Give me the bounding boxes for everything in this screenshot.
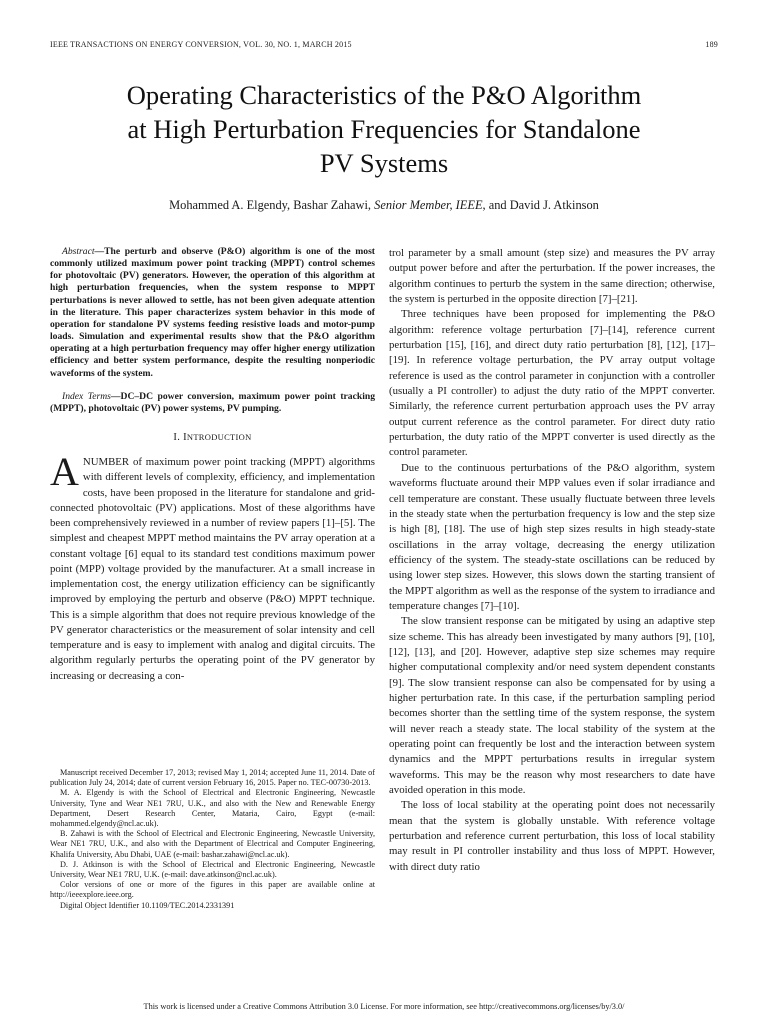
index-terms-text: —DC–DC power conversion, maximum power point tracking (MPPT), photovoltaic (PV) power systems, PV pumping. xyxy=(50,390,375,414)
body-paragraph: Due to the continuous perturbations of the P&O algorithm, system waveforms fluctuate around their MPP values even if solar irradiance and cell temperature are constant. These usually fluctuate between three levels in the steady state when the perturbation frequency is low and the step size is high [8], [18]. The use of high step sizes results in high steady-state oscillations in the array voltage, decreasing the energy utilization efficiency of the system. The steady-state oscillations can be reduced by using lower step sizes. However, this slows down the starting transient of the MPPT algorithm as well as the response of the system to irradiance and temperature changes [7]–[10]. xyxy=(389,461,715,612)
paper-title xyxy=(40,78,728,180)
section-title-rest: NTRODUCTION xyxy=(186,432,252,443)
drop-cap: A xyxy=(50,449,79,495)
body-paragraph: Three techniques have been proposed for implementing the P&O algorithm: reference voltage perturbation [7]–[14], reference current perturbation [15], [16], and direct duty ratio perturbation [8], [12], [17]–[19]. In reference voltage perturbation, the PV array output voltage reference is used as the control parameter in conjunction with a controller (usually a PI controller) to adjust the duty ratio of the MPPT converter. Similarly, the reference current perturbation approach uses the PV array output current reference as the control parameter. For direct duty ratio perturbation, the duty ratio of the MPPT converter is used directly as the control parameter. xyxy=(389,308,715,459)
title-line-1: Operating Characteristics of the P&O Algorithm xyxy=(126,80,642,110)
license-notice: This work is licensed under a Creative Commons Attribution 3.0 License. For more information, see http://creativecommons.org/licenses/by/3.0/ xyxy=(143,1002,625,1011)
authors-part-2: , and David J. Atkinson xyxy=(482,198,599,212)
author-role: Senior Member, IEEE xyxy=(374,198,483,212)
section-number: I. xyxy=(173,432,184,444)
running-head xyxy=(50,40,718,49)
footnote-color-versions: Color versions of one or more of the figures in this paper are available online at http://ieeexplore.ieee.org. xyxy=(50,880,375,900)
title-line-3: PV Systems xyxy=(319,148,449,178)
abstract xyxy=(50,246,375,380)
left-column xyxy=(50,246,375,684)
footnote-author-elgendy: M. A. Elgendy is with the School of Electrical and Electronic Engineering, Newcastle University, Tyne and Wear NE1 7RU, U.K., and also with the New and Renewable Energy Department, Desert Research Center, Mataria, Cairo, Egypt (e-mail: mohammed.elgendy@ncl.ac.uk). xyxy=(50,788,375,829)
introduction-paragraph xyxy=(50,449,375,684)
title-block xyxy=(40,78,728,213)
footnote-author-zahawi: B. Zahawi is with the School of Electrical and Electronic Engineering, Newcastle University, Wear NE1 7RU, U.K., and also with the Department of Electrical and Computer Engineering, Khalifa University, Abu Dhabi, UAE (e-mail: bashar.zahawi@ncl.ac.uk). xyxy=(50,829,375,859)
body-paragraph: trol parameter by a small amount (step size) and measures the PV array output power before and after the perturbation. If the power increases, the algorithm continues to perturb the system in the same direction; otherwise, the system is perturbed in the opposite direction [7]–[21]. xyxy=(389,247,715,306)
footnote-doi: Digital Object Identifier 10.1109/TEC.2014.2331391 xyxy=(60,900,235,910)
authors-part-1: Mohammed A. Elgendy, Bashar Zahawi, xyxy=(169,198,375,212)
title-line-2: at High Perturbation Frequencies for Standalone xyxy=(127,114,641,144)
page-number: 189 xyxy=(705,40,718,49)
section-title-initial: I xyxy=(183,432,187,444)
body-paragraph: The slow transient response can be mitigated by using an adaptive step size scheme. This has already been investigated by many authors [9], [10], [12], [13], and [20]. However, adaptive step size schemes may require higher computational complexity and/or need system dependent constants [9]. The slow transient response can also be compensated for by using a higher perturbation rate. In this case, if the perturbation sampling period becomes shorter than the settling time of the system response, the system will never reach a steady state. The local stability of the system at the operating point can frequently be lost and the interaction between system dynamics and the MPPT perturbations results in irregular system waveforms. This may be the reason why most researchers to date have avoided operation in this mode. xyxy=(389,615,715,797)
footnotes xyxy=(50,768,375,911)
right-column xyxy=(389,246,715,875)
footnote-manuscript: Manuscript received December 17, 2013; revised May 1, 2014; accepted June 11, 2014. Date of publication July 24, 2014; date of current version February 16, 2015. Paper no. TEC-00730-2013. xyxy=(50,768,375,788)
introduction-text: NUMBER of maximum power point tracking (MPPT) algorithms with different levels of complexity, efficiency, and implementation costs, have been proposed in the literature for standalone and grid-connected photovoltaic (PV) applications. Most of these algorithms have been comprehensively reviewed in a number of review papers [1]–[5]. The simplest and cheapest MPPT method maintains the PV array operation at a constant voltage [6] equal to its standard test conditions maximum power point (MPP) voltage provided by the manufacturer. At a small increase in implementation cost, the energy utilization efficiency can be significantly improved by employing the perturb and observe (P&O) MPPT technique. This is a simple algorithm that does not require previous knowledge of the PV generator characteristics or the measurement of solar intensity and cell temperature and is easy to implement with analog and digital circuits. The algorithm regularly perturbs the operating point of the PV generator by increasing or decreasing a con- xyxy=(50,456,375,682)
section-heading-introduction xyxy=(50,432,375,443)
index-terms-label: Index Terms xyxy=(62,390,111,402)
abstract-text: —The perturb and observe (P&O) algorithm is one of the most commonly utilized maximum power point tracking (MPPT) control schemes for photovoltaic (PV) generators. However, the operation of this algorithm at high perturbation frequencies, when the system response to MPPT perturbations is never allowed to settle, has not been given adequate attention in the literature. This paper characterizes system behavior in this mode of operation for standalone PV systems feeding resistive loads and motor-pump loads. Simulation and experimental results show that the P&O algorithm operating at a high perturbation frequency may offer higher energy utilization efficiency and better system performance, despite the resulting nonperiodic waveforms of the system. xyxy=(50,246,375,379)
author-list xyxy=(40,197,728,213)
abstract-label: Abstract xyxy=(62,246,95,257)
index-terms xyxy=(50,391,375,415)
footnote-author-atkinson: D. J. Atkinson is with the School of Electrical and Electronic Engineering, Newcastle University, Wear NE1 7RU, U.K. (e-mail: dave.atkinson@ncl.ac.uk). xyxy=(50,859,375,880)
journal-info: IEEE TRANSACTIONS ON ENERGY CONVERSION, VOL. 30, NO. 1, MARCH 2015 xyxy=(50,40,352,49)
body-paragraph: The loss of local stability at the operating point does not necessarily mean that the system is globally unstable. With reference voltage perturbation and reference current perturbation, this loss of local stability may result in PI controller instability and thus loss of MPPT. However, with direct duty ratio xyxy=(389,799,715,873)
